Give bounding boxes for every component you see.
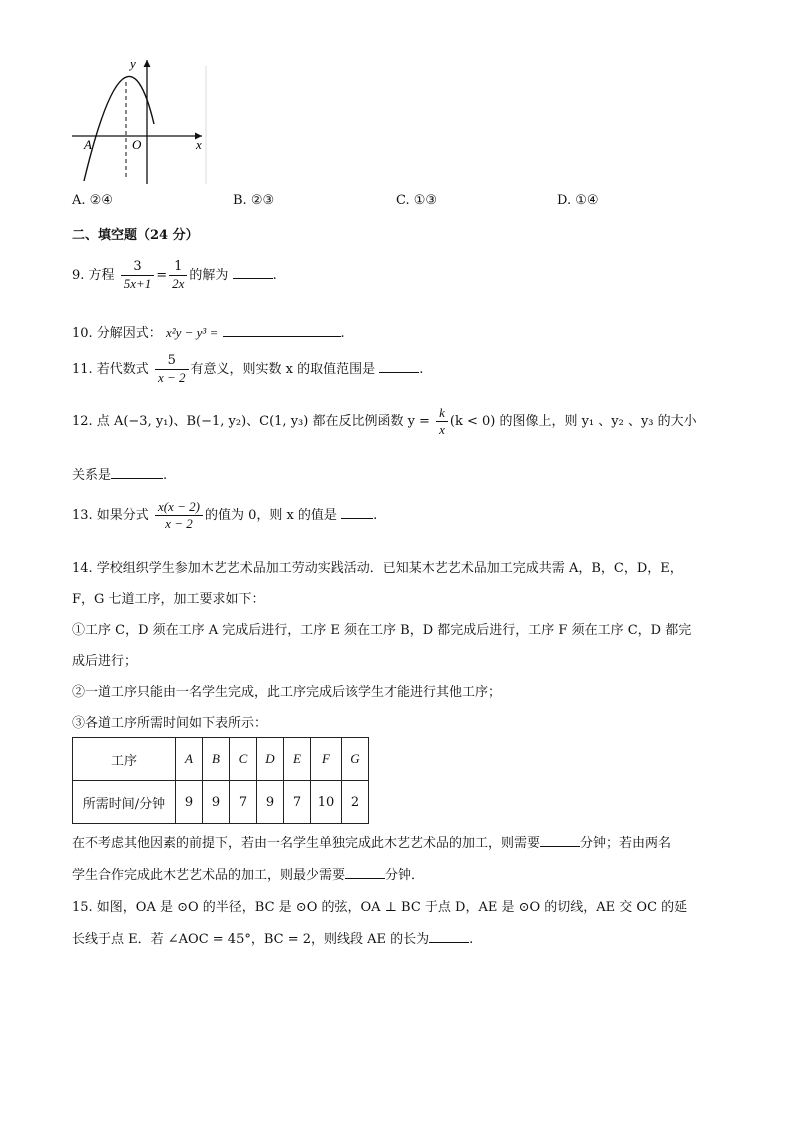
q11-answer-blank[interactable]	[379, 360, 419, 373]
q13-middle: 的值为 0，则 x 的值是	[204, 508, 337, 523]
q14-line7-a: 在不考虑其他因素的前提下，若由一名学生单独完成此木艺艺术品的加工，则需要	[72, 836, 541, 851]
q9-equals: =	[156, 268, 168, 283]
x-axis-label: x	[196, 137, 202, 152]
q11-fraction	[155, 353, 189, 386]
q12-answer-blank[interactable]	[111, 466, 163, 479]
choice-d[interactable]: D. ①④	[557, 193, 599, 208]
q15-end: .	[469, 932, 474, 947]
question-11	[72, 353, 423, 386]
question-12-line2	[72, 464, 167, 483]
table-header-cell: C	[230, 738, 257, 781]
table-cell: 2	[342, 781, 369, 824]
q12-part1: 12. 点 A(−3, y₁)、B(−1, y₂)、C(1, y₃) 都在反比例函数 y =	[72, 414, 430, 429]
q9-end: .	[272, 268, 277, 283]
q9-tail: 的解为	[189, 268, 229, 283]
q13-fraction	[155, 499, 203, 532]
q12-fraction	[436, 405, 448, 438]
q14-line5: ②一道工序只能由一名学生完成，此工序完成后该学生才能进行其他工序；	[72, 685, 502, 700]
table-header-cell: B	[203, 738, 230, 781]
q11-frac-num: 5	[155, 353, 189, 370]
q12-frac-num: k	[436, 405, 448, 422]
q9-frac2-num: 1	[169, 259, 187, 276]
table-cell: 7	[284, 781, 311, 824]
table-header-cell: G	[342, 738, 369, 781]
q9-frac1-den: 5x+1	[123, 276, 152, 291]
q14-line8-b: 分钟．	[385, 868, 425, 883]
q9-fraction-left	[121, 259, 155, 292]
q15-answer-blank[interactable]	[429, 930, 469, 943]
question-10	[72, 322, 345, 341]
question-13	[72, 499, 377, 532]
choice-c[interactable]: C. ①③	[396, 193, 438, 208]
q11-end: .	[419, 362, 424, 377]
q10-answer-blank[interactable]	[223, 324, 341, 337]
q13-answer-blank[interactable]	[341, 506, 373, 519]
table-cell: 9	[176, 781, 203, 824]
y-axis-arrow	[144, 60, 151, 67]
q15-line2-a: 长线于点 E．若 ∠AOC = 45°，BC = 2，则线段 AE 的长为	[72, 932, 430, 947]
q13-frac-num: x(x − 2)	[155, 499, 203, 516]
q13-frac-den: x − 2	[165, 516, 193, 531]
table-cell: 9	[257, 781, 284, 824]
q12-line2: 关系是	[72, 468, 112, 483]
q14-line4: 成后进行；	[72, 654, 138, 669]
q15-line2	[72, 928, 473, 947]
table-cell: 9	[203, 781, 230, 824]
q11-prefix: 11. 若代数式	[72, 362, 149, 377]
q14-line8-a: 学生合作完成此木艺艺术品的加工，则最少需要	[72, 868, 346, 883]
origin-label: O	[132, 137, 142, 152]
choice-a[interactable]: A. ②④	[72, 193, 113, 208]
parabola-graph	[66, 56, 212, 188]
q9-prefix: 9. 方程	[72, 268, 115, 283]
question-9	[72, 259, 277, 292]
q9-frac1-num: 3	[121, 259, 155, 276]
q12-end: .	[163, 468, 168, 483]
parabola-curve	[84, 76, 154, 181]
q10-prefix: 10. 分解因式：	[72, 326, 162, 341]
question-12-line1	[72, 405, 697, 438]
table-row	[73, 781, 369, 824]
y-axis-label: y	[130, 56, 136, 71]
q13-end: .	[373, 508, 378, 523]
q12-frac-den: x	[439, 422, 445, 437]
q11-frac-den: x − 2	[157, 370, 186, 385]
q13-prefix: 13. 如果分式	[72, 508, 149, 523]
process-table	[72, 737, 369, 824]
q14-line7	[72, 832, 671, 851]
table-header-cell: E	[284, 738, 311, 781]
q14-line7-b: 分钟；若由两名	[580, 836, 672, 851]
q9-answer-blank[interactable]	[233, 266, 273, 279]
q10-expression: x²y − y³ =	[165, 325, 219, 340]
q9-fraction-right	[169, 259, 187, 292]
table-cell: 7	[230, 781, 257, 824]
table-cell: 10	[311, 781, 342, 824]
table-header-cell: F	[311, 738, 342, 781]
q14-line6: ③各道工序所需时间如下表所示：	[72, 716, 268, 731]
q11-middle: 有意义，则实数 x 的取值范围是	[190, 362, 376, 377]
table-header-cell: A	[176, 738, 203, 781]
q14-line3: ①工序 C，D 须在工序 A 完成后进行，工序 E 须在工序 B，D 都完成后进行，工序 F 须在工序 C，D 都完	[72, 623, 692, 638]
table-row	[73, 738, 369, 781]
table-header-cell: D	[257, 738, 284, 781]
q14-answer-blank-2[interactable]	[345, 866, 385, 879]
q12-part2: (k < 0) 的图像上，则 y₁ 、y₂ 、y₃ 的大小	[449, 414, 697, 429]
q14-line8	[72, 864, 424, 883]
q14-line2: F，G 七道工序，加工要求如下：	[72, 592, 265, 607]
q10-end: .	[340, 326, 345, 341]
q9-frac2-den: 2x	[172, 276, 185, 291]
q14-line1: 14. 学校组织学生参加木艺艺术品加工劳动实践活动．已知某木艺艺术品加工完成共需 A，B，C，D，E，	[72, 561, 683, 576]
choice-b[interactable]: B. ②③	[233, 193, 275, 208]
point-a-label: A	[84, 137, 92, 152]
table-header-cell: 工序	[73, 738, 176, 781]
q14-answer-blank-1[interactable]	[540, 834, 580, 847]
table-cell: 所需时间/分钟	[73, 781, 176, 824]
q15-line1: 15. 如图，OA 是 ⊙O 的半径，BC 是 ⊙O 的弦，OA ⊥ BC 于点 D，AE 是 ⊙O 的切线，AE 交 OC 的延	[72, 900, 688, 915]
section-title: 二、填空题（24 分）	[72, 228, 199, 243]
